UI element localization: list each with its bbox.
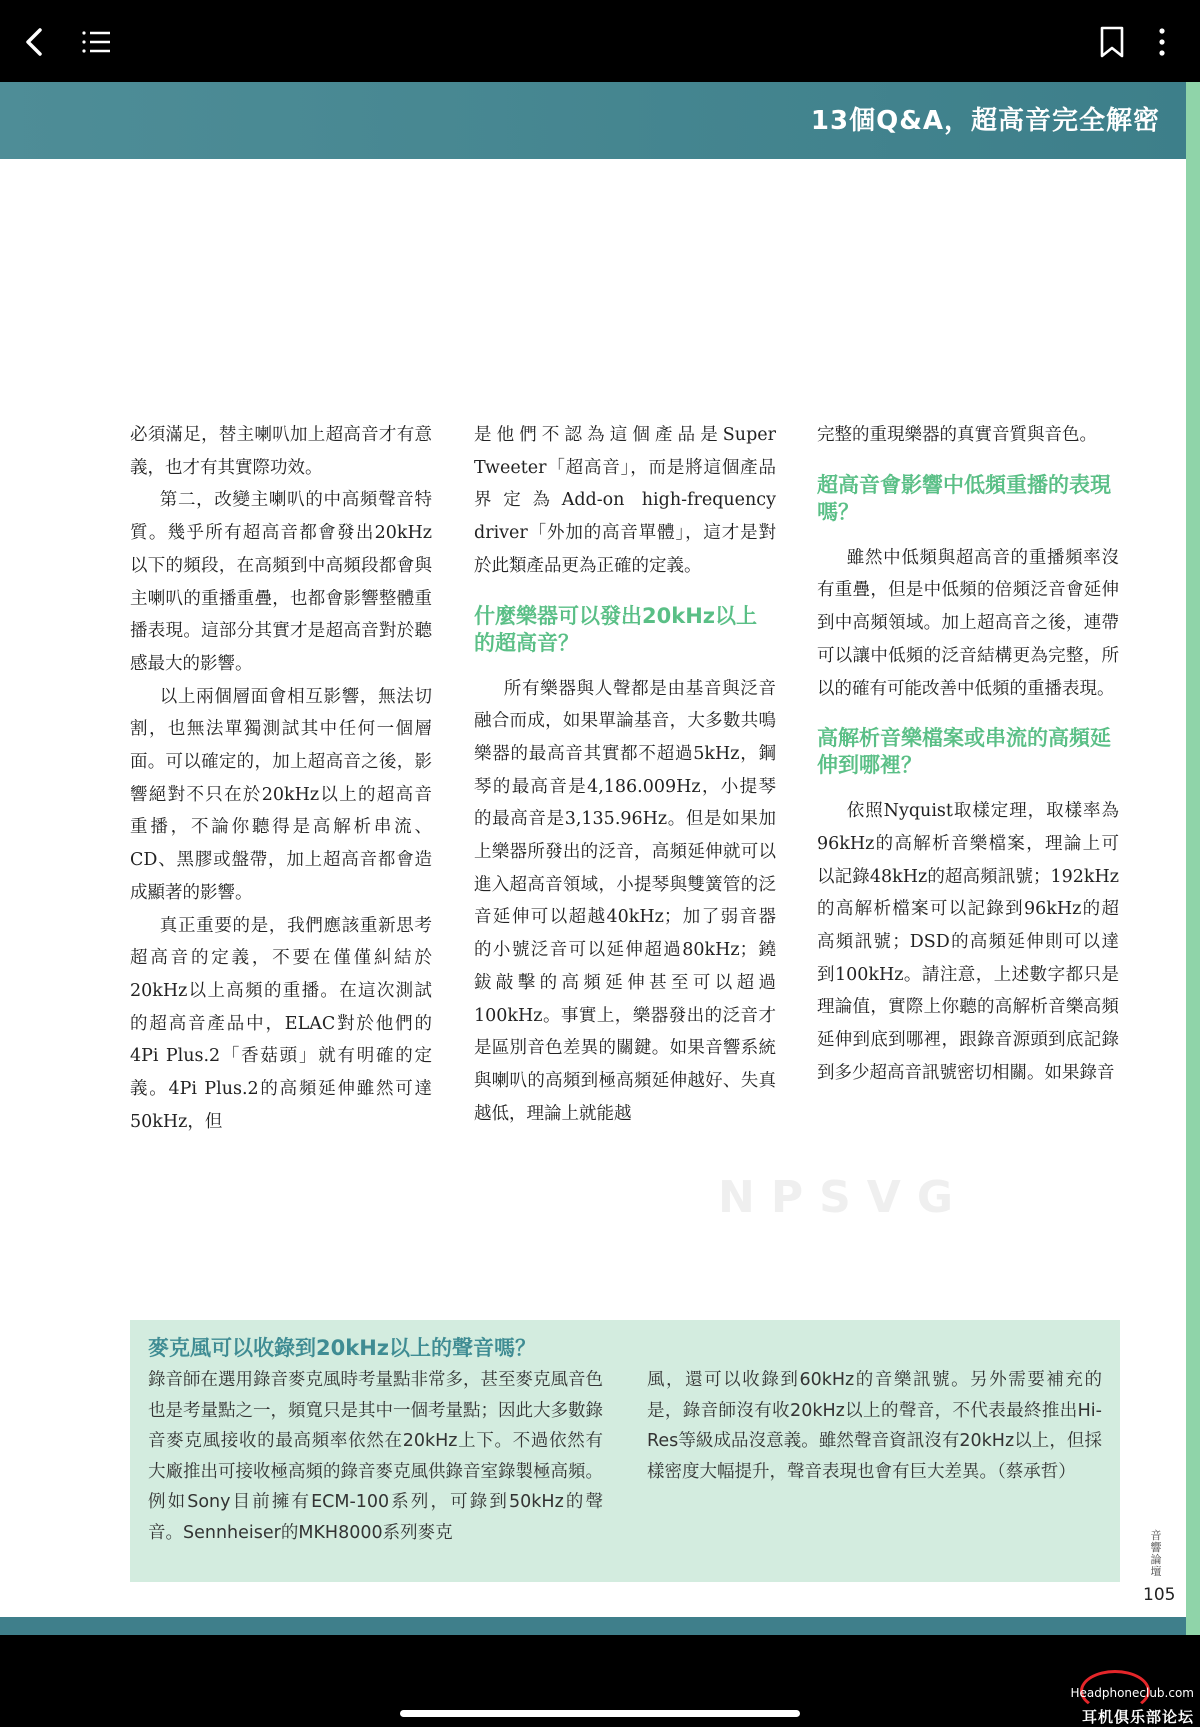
chevron-left-icon [16,22,56,62]
magazine-page [0,82,1200,1635]
sidebar-text-column-2: 風，還可以收錄到60kHz的音樂訊號。另外需要補充的是，錄音師沒有收20kHz以上的聲音，不代表最終推出Hi-Res等級成品沒意義。雖然聲音資訊沒有20kHz以上，但採樣密度大幅提升，聲音表現也會有巨大差異。（蔡承哲） [647,1370,1102,1482]
text-column-2 [474,419,776,1130]
sidebar-title: 麥克風可以收錄到20kHz以上的聲音嗎？ [148,1336,536,1360]
paragraph: 真正重要的是，我們應該重新思考超高音的定義，不要在僅僅糾結於20kHz以上高頻的重播。在這次測試的超高音產品中，ELAC對於他們的4Pi Plus.2「香菇頭」就有明確的定義。4Pi Plus.2的高頻延伸雖然可達50kHz，但 [130,915,432,1132]
back-button[interactable] [16,22,56,62]
sidebar-text-column-1: 錄音師在選用錄音麥克風時考量點非常多，甚至麥克風音色也是考量點之一，頻寬只是其中一個考量點；因此大多數錄音麥克風接收的最高頻率依然在20kHz上下。不過依然有大廠推出可接收極高頻的錄音麥克風供錄音室錄製極高頻。例如Sony目前擁有ECM-100系列，可錄到50kHz的聲音。Sennheiser的MKH8000系列麥克 [148,1370,603,1543]
paragraph: 以上兩個層面會相互影響，無法切割，也無法單獨測試其中任何一個層面。可以確定的，加上超高音之後，影響絕對不只在於20kHz以上的超高音重播，不論你聽得是高解析串流、CD、黑膠或盤帶，加上超高音都會造成顯著的影響。 [130,686,432,903]
home-indicator[interactable] [400,1710,800,1717]
watermark: NPSVG [718,1172,969,1223]
question-heading: 什麼樂器可以發出20kHz以上的超高音？ [474,603,757,655]
paragraph: 所有樂器與人聲都是由基音與泛音融合而成，如果單論基音，大多數共鳴樂器的最高音其實都不超過5kHz，鋼琴的最高音是4,186.009Hz，小提琴的最高音是3,135.96Hz。但是如果加上樂器所發出的泛音，高頻延伸就可以進入超高音領域，小提琴與雙簧管的泛音延伸可以超越40kHz；加了弱音器的小號泛音可以延伸超過80kHz；鐃鈸敲擊的高頻延伸甚至可以超過100kHz。事實上，樂器發出的泛音才是區別音色差異的關鍵。如果音響系統與喇叭的高頻到極高頻延伸越好、失真越低，理論上就能越 [474,678,776,1124]
bookmark-icon [1092,22,1132,62]
page-number: 105 [1143,1585,1176,1605]
page-edge-stripe [1186,82,1200,1635]
article-header-band [0,82,1186,159]
bookmark-button[interactable] [1092,22,1132,62]
forum-name: 耳机俱乐部论坛 [1081,1708,1194,1726]
footer-band [0,1617,1186,1635]
forum-site: Headphoneclub.com [1070,1686,1194,1700]
paragraph: 必須滿足，替主喇叭加上超高音才有意義，也才有其實際功效。 [130,425,432,478]
paragraph: 雖然中低頻與超高音的重播頻率沒有重疊，但是中低頻的倍頻泛音會延伸到中高頻領域。加上超高音之後，連帶可以讓中低頻的泛音結構更為完整，所以的確有可能改善中低頻的重播表現。 [817,547,1119,699]
text-column-3 [817,419,1119,1090]
paragraph: 完整的重現樂器的真實音質與音色。 [817,425,1097,445]
table-of-contents-button[interactable] [78,22,118,62]
magazine-label: 音響論壇 [1150,1529,1162,1578]
paragraph: 依照Nyquist取樣定理，取樣率為96kHz的高解析音樂檔案，理論上可以記錄48kHz的超高頻訊號；192kHz的高解析檔案可以記錄到96kHz的超高頻訊號；DSD的高頻延伸則可以達到100kHz。請注意，上述數字都只是理論值，實際上你聽的高解析音樂高頻延伸到底到哪裡，跟錄音源頭到底記錄到多少超高音訊號密切相關。如果錄音 [817,801,1119,1083]
sidebar-box [130,1320,1120,1582]
paragraph: 第二，改變主喇叭的中高頻聲音特質。幾乎所有超高音都會發出20kHz以下的頻段，在高頻到中高頻段都會與主喇叭的重播重疊，也都會影響整體重播表現。這部分其實才是超高音對於聽感最大的影響。 [130,490,432,674]
more-vertical-icon [1142,22,1182,62]
text-column-1 [130,419,432,1138]
paragraph: 是他們不認為這個產品是Super Tweeter「超高音」，而是將這個產品界定為Add-on high-frequency driver「外加的高音單體」，這才是對於此類產品更為正確的定義。 [474,425,776,576]
reader-toolbar [0,0,1200,82]
article-title: 13個Q&A，超高音完全解密 [810,106,1160,136]
question-heading: 高解析音樂檔案或串流的高頻延伸到哪裡？ [817,726,1111,778]
more-options-button[interactable] [1142,22,1182,62]
question-heading: 超高音會影響中低頻重播的表現嗎？ [817,472,1111,524]
list-icon [78,22,118,62]
